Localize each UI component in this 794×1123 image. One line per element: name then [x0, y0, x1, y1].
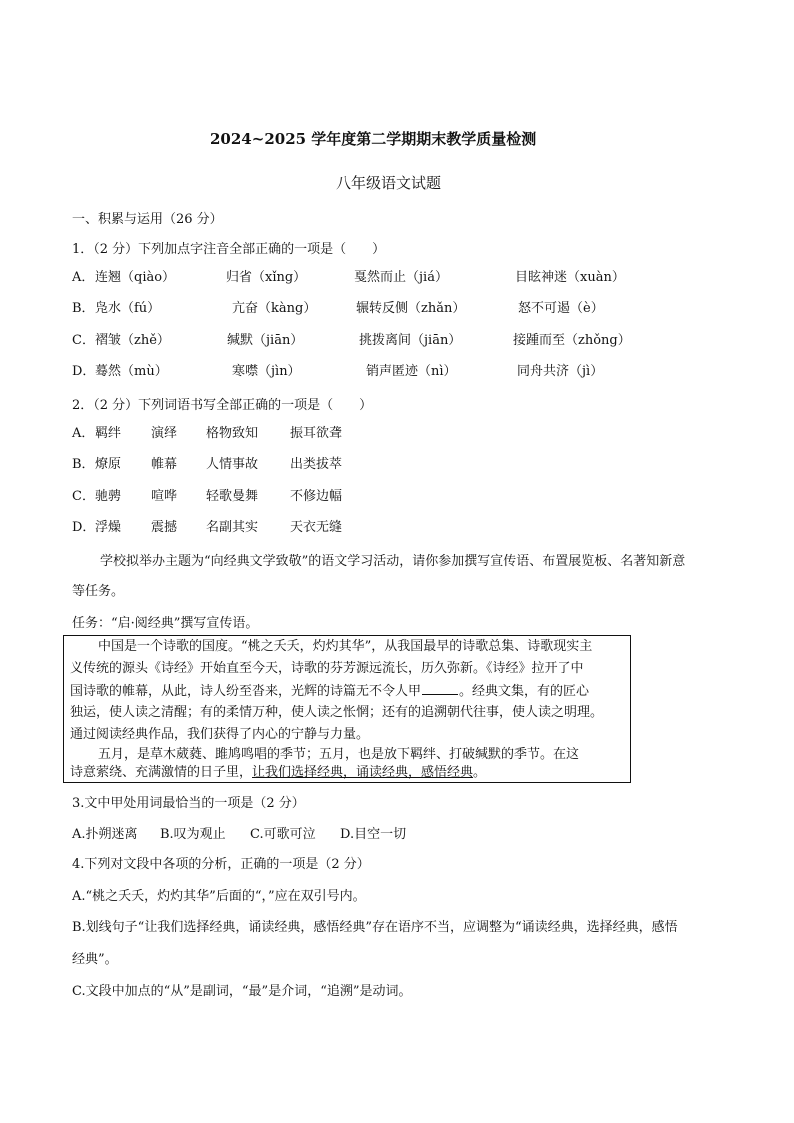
option-item: 喧哗 [151, 489, 178, 504]
option-label: D． [72, 364, 96, 379]
option-item: 辗转反侧（zhǎn） [356, 301, 466, 316]
option-label: B． [72, 301, 95, 316]
passage-text: 诗意萦绕、充满激情的日子里， [70, 765, 253, 780]
q3-option-b: B.叹为观止 [160, 827, 226, 842]
option-label: C． [72, 333, 95, 348]
option-label: B． [72, 457, 95, 472]
option-item: 寒噤（jìn） [232, 364, 301, 379]
option-item: 同舟共济（jì） [517, 364, 604, 379]
option-item: 亢奋（kàng） [232, 301, 317, 316]
passage-line [70, 764, 486, 782]
option-item: 不修边幅 [290, 489, 343, 504]
option-item: 驰骋 [95, 489, 122, 504]
option-item: 蓦然（mù） [95, 364, 168, 379]
section-heading: 一、积累与运用（26 分） [72, 212, 223, 227]
passage-line: 中国是一个诗歌的国度。“桃之夭夭，灼灼其华”，从我国最早的诗歌总集、诗歌现实主 [98, 639, 593, 654]
q4-stem: 4.下列对文段中各项的分析，正确的一项是（2 分） [72, 857, 370, 872]
underlined-sentence: 让我们选择经典，诵读经典，感悟经典 [252, 765, 474, 780]
q3-option-a: A.扑朔迷离 [72, 827, 138, 842]
q3-option-c: C.可歌可泣 [250, 827, 316, 842]
option-item: 戛然而止（jiá） [354, 270, 448, 285]
passage-text: 国诗歌的帷幕，从此，诗人纷至沓来，光辉的诗篇无不令人甲 [70, 684, 422, 699]
option-item: 浮燥 [95, 520, 122, 535]
option-item: 归省（xǐng） [226, 270, 307, 285]
option-item: 振耳欲聋 [290, 426, 343, 441]
option-item: 燎原 [95, 457, 122, 472]
option-item: 天衣无缝 [290, 520, 343, 535]
blank-line [422, 682, 458, 695]
exam-subtitle: 八年级语文试题 [336, 174, 442, 192]
option-item: 褶皱（zhě） [95, 333, 170, 348]
passage-line: 独运，使人读之清醒；有的柔情万种，使人读之怅惘；还有的追溯朝代往事，使人读之明理。 [70, 705, 604, 720]
passage-line: 通过阅读经典作品，我们获得了内心的宁静与力量。 [70, 727, 370, 742]
intro-line-2: 等任务。 [72, 584, 125, 599]
intro-line-1: 学校拟举办主题为“向经典文学致敬”的语文学习活动，请你参加撰写宣传语、布置展览板、名著知新意 [100, 554, 686, 569]
q4-option-c: C.文段中加点的“从”是副词，“最”是介词，“追溯”是动词。 [72, 984, 412, 999]
option-item: 连翘（qiào） [95, 270, 176, 285]
option-item: 接踵而至（zhǒng） [513, 333, 631, 348]
option-item: 销声匿迹（nì） [366, 364, 457, 379]
option-item: 格物致知 [206, 426, 259, 441]
option-item: 帷幕 [151, 457, 178, 472]
option-item: 凫水（fú） [95, 301, 161, 316]
option-label: A． [72, 426, 95, 441]
option-item: 出类拔萃 [290, 457, 343, 472]
task-label: 任务：“启·阅经典”撰写宣传语。 [72, 616, 259, 631]
option-item: 人情事故 [206, 457, 259, 472]
option-label: C． [72, 489, 95, 504]
option-item: 怒不可遏（è） [518, 301, 604, 316]
q3-option-d: D.目空一切 [340, 827, 407, 842]
passage-text: 。经典文集，有的匠心 [459, 684, 590, 699]
passage-line [70, 682, 589, 701]
option-item: 名副其实 [206, 520, 259, 535]
q3-stem: 3.文中甲处用词最恰当的一项是（2 分） [72, 796, 305, 811]
option-label: D． [72, 520, 96, 535]
option-label: A． [72, 270, 95, 285]
option-item: 轻歌曼舞 [206, 489, 259, 504]
option-item: 目眩神迷（xuàn） [515, 270, 625, 285]
q2-stem: 2．（2 分）下列词语书写全部正确的一项是（ ） [72, 398, 373, 413]
option-item: 缄默（jiān） [227, 333, 304, 348]
q1-stem: 1．（2 分）下列加点字注音全部正确的一项是（ ） [72, 242, 386, 257]
option-item: 羁绊 [95, 426, 122, 441]
exam-title: 2024~2025 学年度第二学期期末教学质量检测 [210, 130, 537, 148]
passage-text: 。 [473, 765, 487, 780]
passage-line: 五月，是草木葳蕤、雎鸠鸣唱的季节；五月，也是放下羁绊、打破缄默的季节。在这 [98, 747, 580, 762]
q4-option-b-cont: 经典”。 [72, 952, 118, 967]
option-item: 演绎 [151, 426, 178, 441]
passage-line: 义传统的源头《诗经》开始直至今天，诗歌的芬芳源远流长，历久弥新。《诗经》拉开了中 [70, 661, 584, 676]
q4-option-b: B.划线句子“让我们选择经典，诵读经典，感悟经典”存在语序不当，应调整为“诵读经典，选择经典，感悟 [72, 920, 678, 935]
q4-option-a: A.“桃之夭夭，灼灼其华”后面的“，”应在双引号内。 [72, 889, 366, 904]
option-item: 挑拨离间（jiān） [359, 333, 462, 348]
option-item: 震撼 [151, 520, 178, 535]
